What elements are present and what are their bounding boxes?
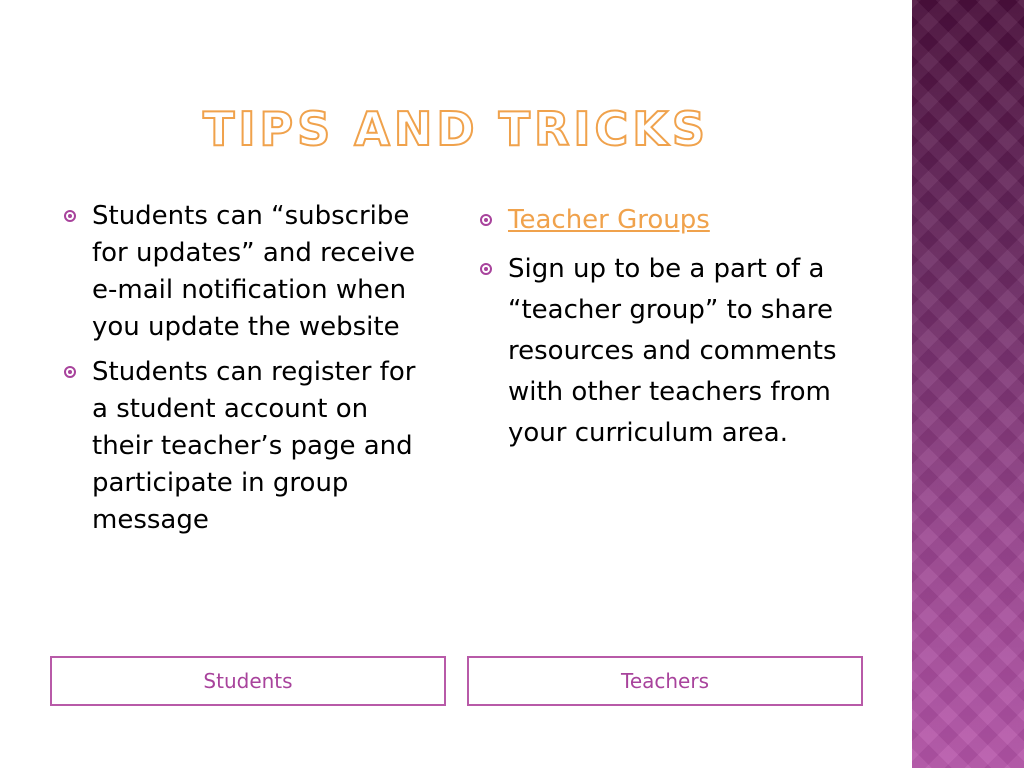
- slide-title: TIPS AND TRICKS: [202, 102, 710, 156]
- list-item: [478, 200, 858, 241]
- list-item: [62, 354, 434, 539]
- list-item: [478, 249, 858, 454]
- bullet-text: Sign up to be a part of a “teacher group” to share resources and comments with other teachers from your curriculum area.: [508, 254, 837, 448]
- decorative-side-band: [912, 0, 1024, 768]
- bullet-text: Students can “subscribe for updates” and receive e-mail notification when you update the website: [92, 201, 416, 342]
- students-label: Students: [203, 669, 293, 693]
- bullet-icon: [480, 263, 492, 275]
- bullet-text: Students can register for a student account on their teacher’s page and participate in group message: [92, 357, 416, 535]
- bullet-icon: [64, 210, 76, 222]
- teachers-label: Teachers: [621, 669, 709, 693]
- students-label-box: [50, 656, 446, 706]
- bullet-icon: [480, 214, 492, 226]
- bullet-icon: [64, 366, 76, 378]
- teacher-groups-link[interactable]: Teacher Groups: [508, 205, 710, 235]
- teachers-bullet-list: [478, 200, 858, 462]
- teachers-label-box: [467, 656, 863, 706]
- students-bullet-list: [62, 198, 434, 547]
- list-item: [62, 198, 434, 346]
